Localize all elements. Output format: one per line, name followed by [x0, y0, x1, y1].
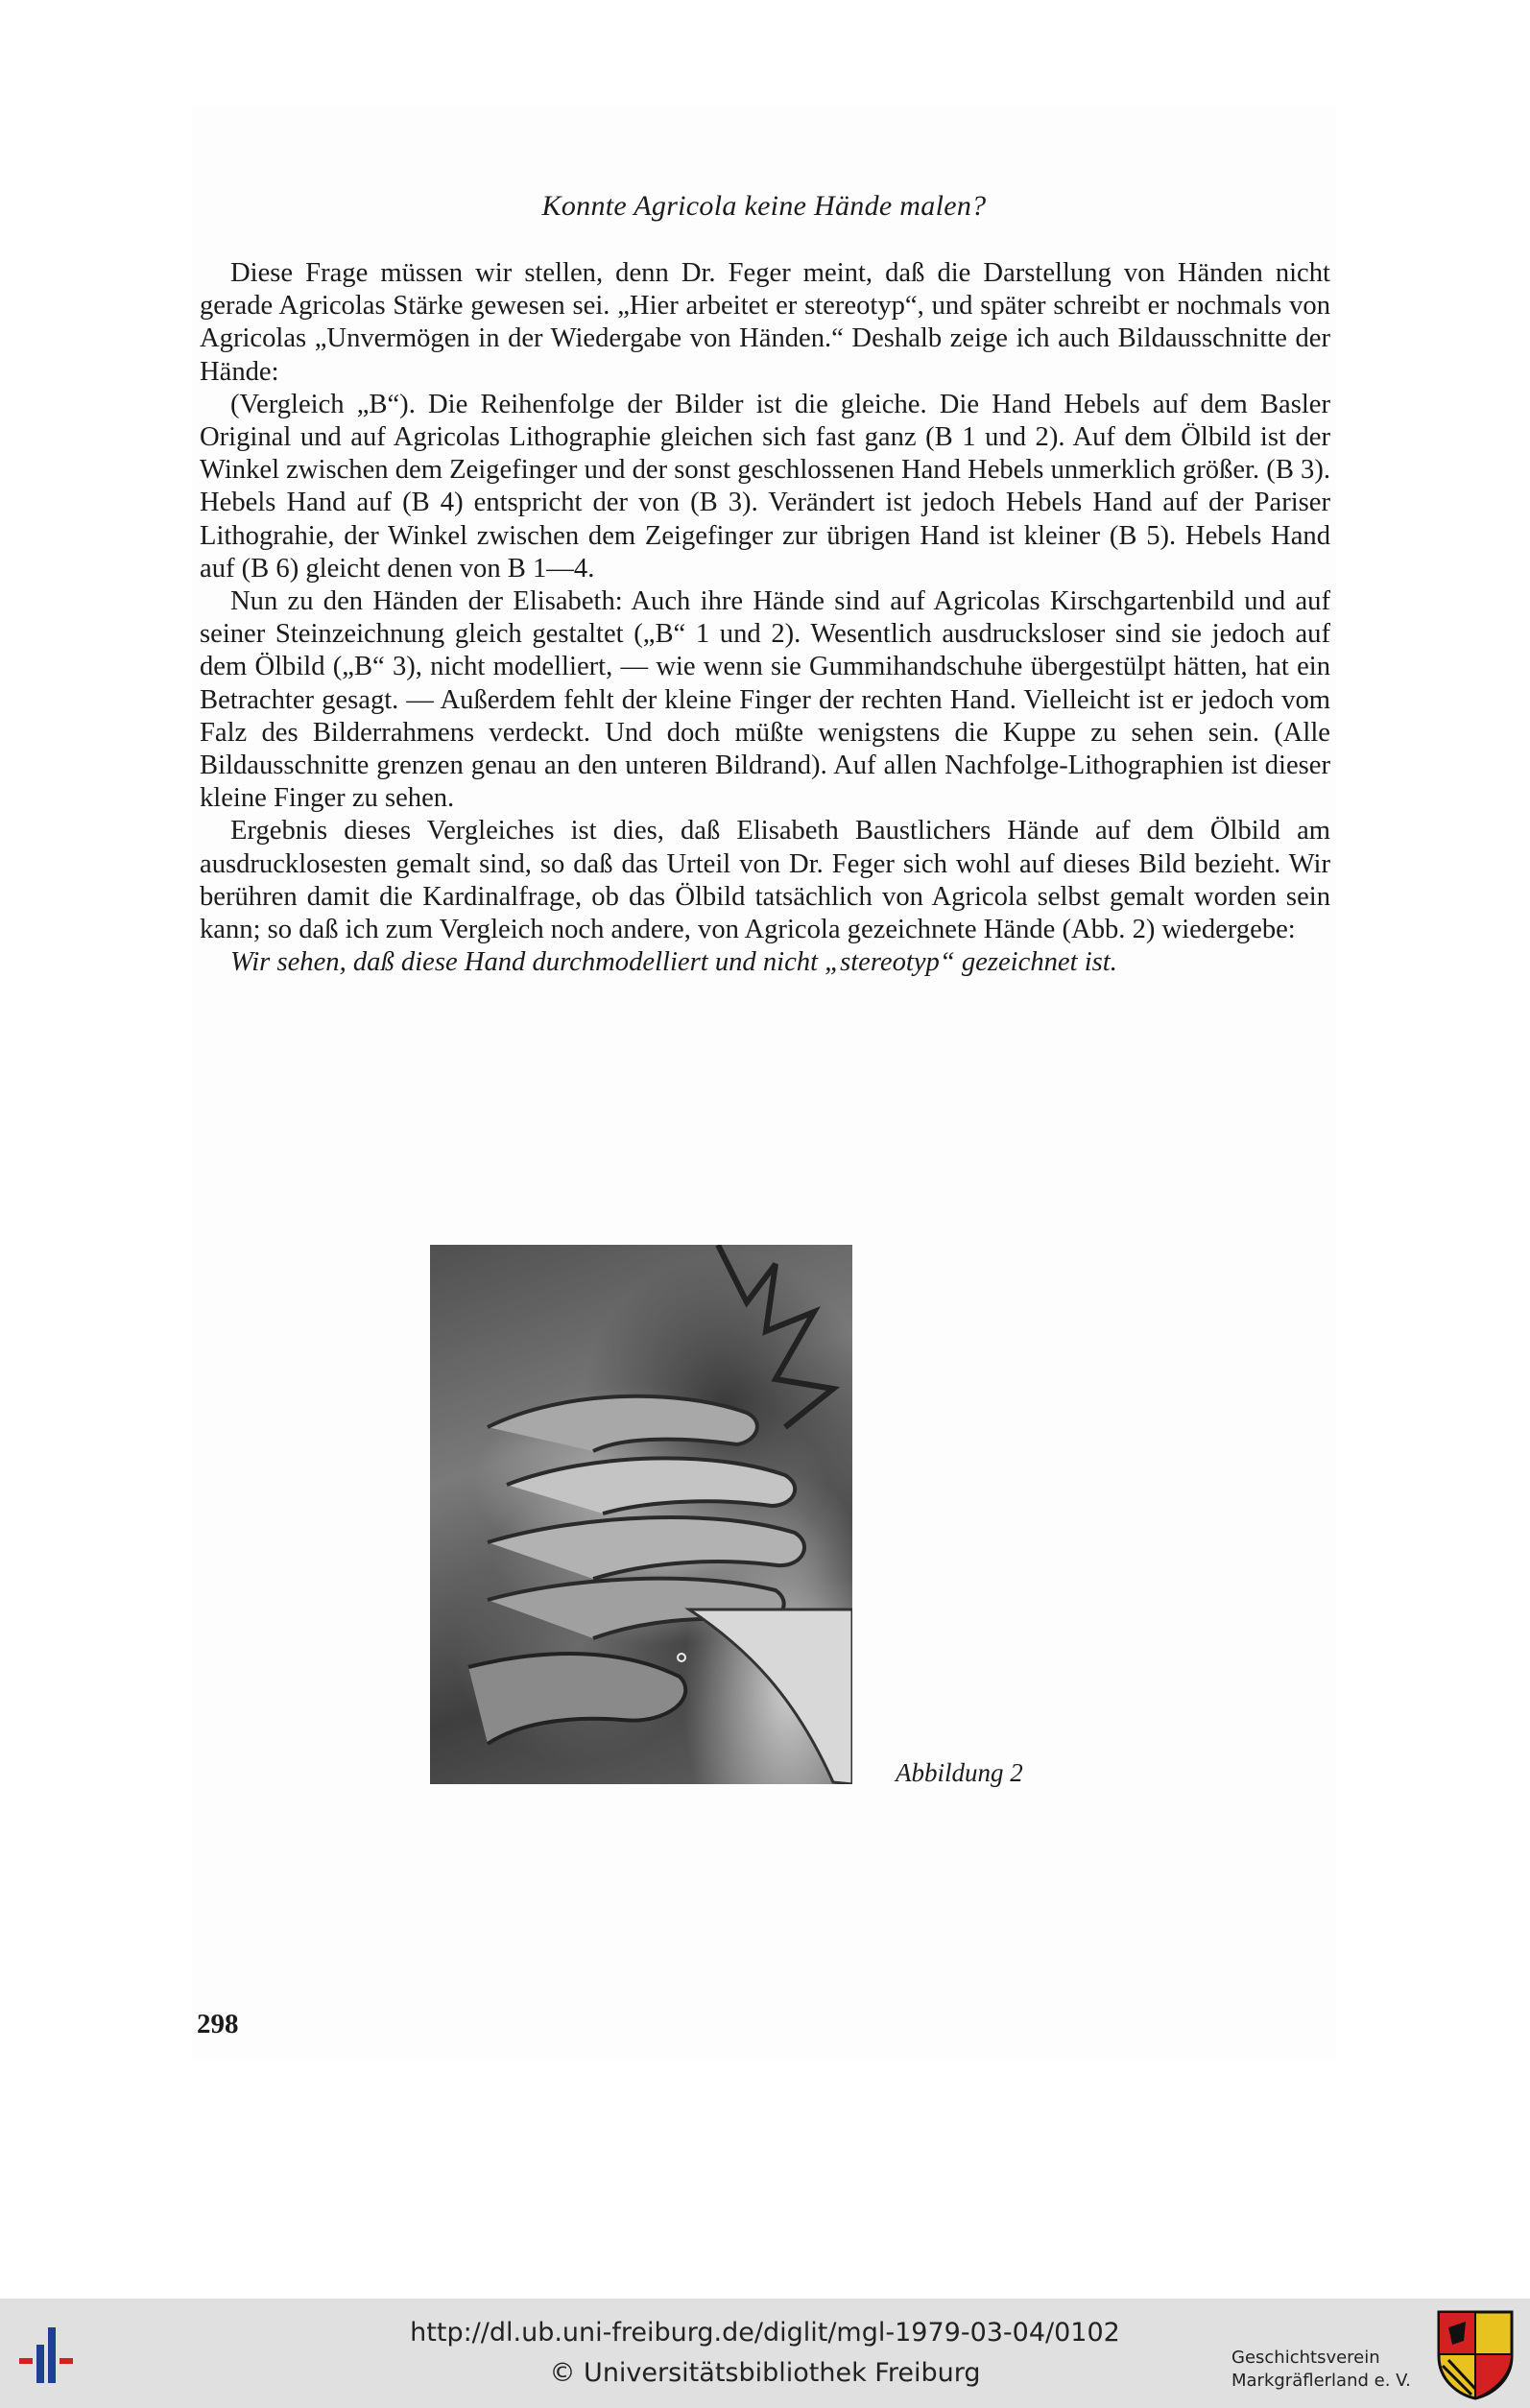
scanned-page	[192, 106, 1336, 2059]
hand-drawing-image	[430, 1245, 852, 1784]
coat-of-arms-icon[interactable]	[1435, 2308, 1516, 2404]
society-line: Markgräflerland e. V.	[1231, 2371, 1411, 2391]
viewer-footer	[0, 2299, 1530, 2408]
paragraph: Diese Frage müssen wir stellen, denn Dr. Feger meint, daß die Darstellung von Händen nicht gerade Agricolas Stärke gewesen sei. „Hier arbeitet er stereotyp“, und später schreibt er nochmals von Agricolas „Unvermögen in der Wiedergabe von Händen.“ Deshalb zeige ich auch Bildausschnitte der Hände:	[200, 258, 1330, 387]
figure-caption: Abbildung 2	[896, 1758, 1023, 1787]
paragraph: Ergebnis dieses Vergleiches ist dies, daß Elisabeth Baustlichers Hände auf dem Ölbild am ausdrucklosesten gemalt sind, so daß das Urteil von Dr. Feger sich wohl auf dieses Bild bezieht. Wir berühren damit die Kardinalfrage, ob das Ölbild tatsächlich von Agricola selbst gemalt worden sein kann; so daß ich zum Vergleich noch andere, von Agricola gezeichnete Hände (Abb. 2) wiedergebe:	[200, 816, 1330, 945]
copyright-notice: © Universitätsbibliothek Freiburg	[549, 2358, 981, 2388]
society-line: Geschichtsverein	[1231, 2348, 1380, 2368]
paragraph: Nun zu den Händen der Elisabeth: Auch ihre Hände sind auf Agricolas Kirschgartenbild und auf seiner Steinzeichnung gleich gestaltet („B“ 1 und 2). Wesentlich ausdrucksloser sind sie jedoch auf dem Ölbild („B“ 3), nicht modelliert, — wie wenn sie Gummihandschuhe übergestülpt hätten, hat ein Betrachter gesagt. — Außerdem fehlt der kleine Finger der rechten Hand. Vielleicht ist er jedoch vom Falz des Bilderrahmens verdeckt. Und doch müßte wenigstens die Kuppe zu sehen sein. (Alle Bildausschnitte grenzen genau an den unteren Bildrand). Auf allen Nachfolge-Lithographien ist dieser kleine Finger zu sehen.	[200, 586, 1330, 814]
running-title: Konnte Agricola keine Hände malen?	[541, 190, 987, 222]
page-number: 298	[197, 2009, 239, 2039]
society-name	[1231, 2347, 1423, 2393]
hand-drawing-figure	[430, 1245, 852, 1784]
paragraph: (Vergleich „B“). Die Reihenfolge der Bilder ist die gleiche. Die Hand Hebels auf dem Basler Original und auf Agricolas Lithographie gleichen sich fast ganz (B 1 und 2). Auf dem Ölbild ist der Winkel zwischen dem Zeigefinger und der sonst geschlossenen Hand Hebels unmerklich größer. (B 3). Hebels Hand auf (B 4) entspricht der von (B 3). Verändert ist jedoch Hebels Hand auf der Pariser Lithograhie, der Winkel zwischen dem Zeigefinger zur übrigen Hand ist kleiner (B 5). Hebels Hand auf (B 6) gleicht denen von B 1—4.	[200, 389, 1331, 584]
permalink-url[interactable]: http://dl.ub.uni-freiburg.de/diglit/mgl-1979-03-04/0102	[410, 2318, 1120, 2348]
italic-conclusion: Wir sehen, daß diese Hand durchmodelliert und nicht „stereotyp“ gezeichnet ist.	[230, 947, 1117, 978]
body-text	[200, 257, 1330, 979]
